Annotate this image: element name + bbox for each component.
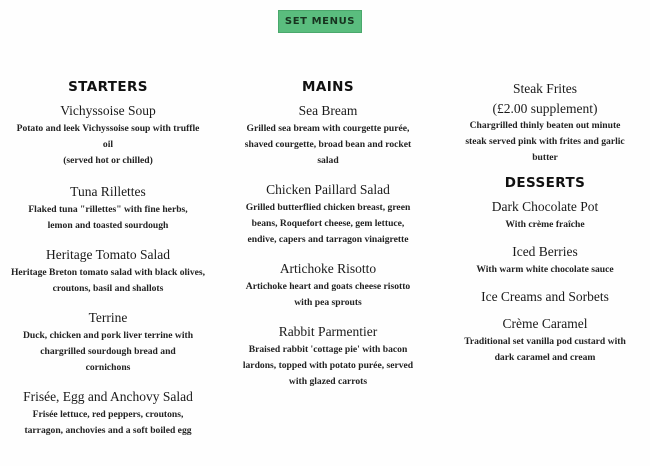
item-name: Rabbit Parmentier	[278, 324, 378, 339]
menu-item	[8, 183, 208, 234]
item-name: Heritage Tomato Salad	[45, 247, 171, 262]
menu-item	[440, 80, 650, 166]
item-description: Flaked tuna "rillettes" with fine herbs, lemon and toasted sourdough	[28, 204, 188, 231]
menu-item	[8, 388, 208, 439]
menu-item	[228, 181, 428, 248]
item-supplement: (£2.00 supplement)	[492, 101, 598, 116]
item-name: Crème Caramel	[502, 316, 588, 331]
item-description: Grilled butterflied chicken breast, green beans, Roquefort cheese, gem lettuce, endive, capers and tarragon vinaigrette	[245, 202, 411, 245]
item-description: Frisée lettuce, red peppers, croutons, tarragon, anchovies and a soft boiled egg	[24, 409, 192, 436]
item-name: Frisée, Egg and Anchovy Salad	[23, 389, 193, 404]
item-name: Steak Frites	[512, 81, 578, 96]
menu-item	[8, 309, 208, 376]
item-name: Dark Chocolate Pot	[491, 199, 599, 214]
item-name: Ice Creams and Sorbets	[481, 289, 609, 304]
item-description: With crème fraîche	[505, 219, 585, 230]
menu-item	[440, 243, 650, 278]
item-description: Grilled sea bream with courgette purée, shaved courgette, broad bean and rocket salad	[244, 123, 412, 166]
menu-item	[8, 246, 208, 297]
item-description: Braised rabbit 'cottage pie' with bacon lardons, topped with potato purée, served with glazed carrots	[242, 344, 414, 387]
menu-item	[440, 198, 650, 233]
starters-column	[8, 78, 208, 451]
item-description: Potato and leek Vichyssoise soup with truffle oil	[16, 123, 200, 150]
item-description: Traditional set vanilla pod custard with dark caramel and cream	[464, 336, 626, 363]
item-name: Chicken Paillard Salad	[266, 182, 390, 197]
menu-item	[8, 102, 208, 169]
section-title-starters: STARTERS	[68, 79, 148, 95]
item-description: Duck, chicken and pork liver terrine with chargrilled sourdough bread and cornichons	[22, 330, 194, 373]
menu-item	[440, 315, 650, 366]
mains-column	[228, 78, 428, 402]
item-name: Sea Bream	[298, 103, 358, 118]
item-description: With warm white chocolate sauce	[476, 264, 614, 275]
menu-item	[228, 102, 428, 169]
item-description: Artichoke heart and goats cheese risotto with pea sprouts	[245, 281, 411, 308]
item-name: Tuna Rillettes	[70, 184, 146, 199]
item-description: Chargrilled thinly beaten out minute steak served pink with frites and garlic butter	[465, 120, 625, 163]
menu-item	[228, 323, 428, 390]
section-title-desserts: DESSERTS	[504, 175, 586, 191]
item-name: Terrine	[88, 310, 128, 325]
item-note: (served hot or chilled)	[63, 155, 153, 166]
third-column	[440, 80, 650, 378]
section-title-mains: MAINS	[302, 79, 354, 95]
item-name: Artichoke Risotto	[279, 261, 377, 276]
item-name: Vichyssoise Soup	[60, 103, 156, 118]
menu-item	[440, 288, 650, 305]
item-description: Heritage Breton tomato salad with black olives, croutons, basil and shallots	[10, 267, 206, 294]
item-name: Iced Berries	[512, 244, 578, 259]
menu-item	[228, 260, 428, 311]
set-menus-button[interactable]: SET MENUS	[278, 10, 362, 33]
